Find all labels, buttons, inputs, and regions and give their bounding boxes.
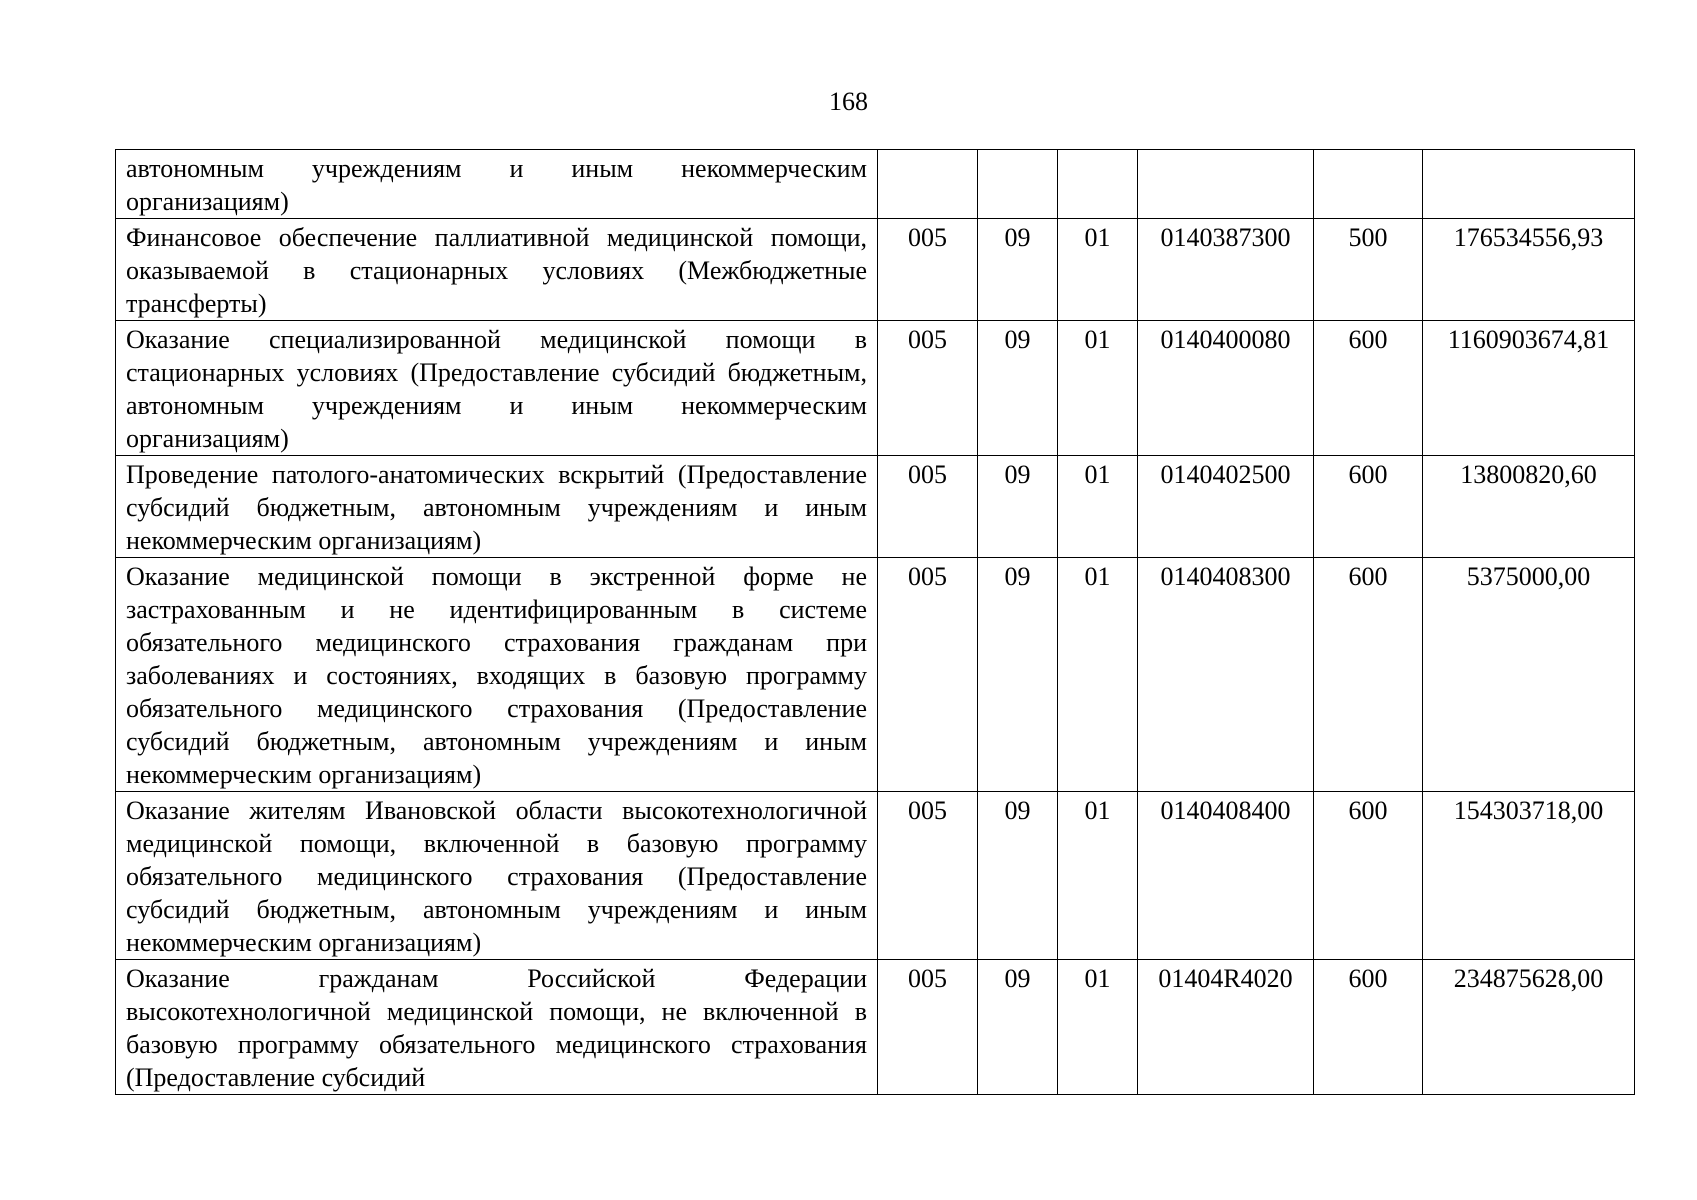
row-expense-type-code: 600 (1314, 321, 1423, 456)
row-subsection-code: 01 (1058, 321, 1138, 456)
budget-table (115, 149, 1635, 1095)
row-expense-type-code (1314, 150, 1423, 219)
row-description: Финансовое обеспечение паллиативной медицинской помощи, оказываемой в стационарных условиях (Межбюджетные трансферты) (116, 219, 878, 321)
row-section-code: 09 (978, 792, 1058, 960)
table-row (116, 960, 1635, 1095)
table-row (116, 792, 1635, 960)
row-description: Оказание специализированной медицинской помощи в стационарных условиях (Предоставление субсидий бюджетным, автономным учреждениям и иным некоммерческим организациям) (116, 321, 878, 456)
row-amount: 13800820,60 (1423, 456, 1635, 558)
table-row (116, 150, 1635, 219)
table-row (116, 321, 1635, 456)
row-grbs-code: 005 (878, 456, 978, 558)
row-expense-type-code: 600 (1314, 558, 1423, 792)
row-grbs-code (878, 150, 978, 219)
table-row (116, 456, 1635, 558)
row-section-code: 09 (978, 960, 1058, 1095)
row-target-article-code: 0140400080 (1138, 321, 1314, 456)
row-amount: 1160903674,81 (1423, 321, 1635, 456)
row-expense-type-code: 600 (1314, 792, 1423, 960)
row-target-article-code: 01404R4020 (1138, 960, 1314, 1095)
row-grbs-code: 005 (878, 558, 978, 792)
row-grbs-code: 005 (878, 219, 978, 321)
row-subsection-code (1058, 150, 1138, 219)
row-section-code: 09 (978, 219, 1058, 321)
row-expense-type-code: 600 (1314, 960, 1423, 1095)
row-amount: 154303718,00 (1423, 792, 1635, 960)
row-expense-type-code: 500 (1314, 219, 1423, 321)
row-target-article-code: 0140408400 (1138, 792, 1314, 960)
page-number: 168 (829, 87, 868, 116)
row-target-article-code: 0140387300 (1138, 219, 1314, 321)
row-grbs-code: 005 (878, 960, 978, 1095)
row-subsection-code: 01 (1058, 960, 1138, 1095)
row-grbs-code: 005 (878, 792, 978, 960)
row-subsection-code: 01 (1058, 219, 1138, 321)
row-section-code: 09 (978, 321, 1058, 456)
row-section-code: 09 (978, 456, 1058, 558)
row-subsection-code: 01 (1058, 558, 1138, 792)
row-grbs-code: 005 (878, 321, 978, 456)
row-amount (1423, 150, 1635, 219)
row-subsection-code: 01 (1058, 792, 1138, 960)
row-description: Оказание медицинской помощи в экстренной форме не застрахованным и не идентифицированным в системе обязательного медицинского страхования гражданам при заболеваниях и состояниях, входящих в базовую программу обязательного медицинского страхования (Предоставление субсидий бюджетным, автономным учреждениям и иным некоммерческим организациям) (116, 558, 878, 792)
table-row (116, 558, 1635, 792)
row-section-code: 09 (978, 558, 1058, 792)
row-expense-type-code: 600 (1314, 456, 1423, 558)
row-description: Оказание гражданам Российской Федерации высокотехнологичной медицинской помощи, не включенной в базовую программу обязательного медицинского страхования (Предоставление субсидий (116, 960, 878, 1095)
row-description: Оказание жителям Ивановской области высокотехнологичной медицинской помощи, включенной в базовую программу обязательного медицинского страхования (Предоставление субсидий бюджетным, автономным учреждениям и иным некоммерческим организациям) (116, 792, 878, 960)
row-target-article-code (1138, 150, 1314, 219)
row-subsection-code: 01 (1058, 456, 1138, 558)
row-target-article-code: 0140408300 (1138, 558, 1314, 792)
table-row (116, 219, 1635, 321)
row-amount: 176534556,93 (1423, 219, 1635, 321)
row-target-article-code: 0140402500 (1138, 456, 1314, 558)
row-section-code (978, 150, 1058, 219)
row-description: Проведение патолого-анатомических вскрытий (Предоставление субсидий бюджетным, автономным учреждениям и иным некоммерческим организациям) (116, 456, 878, 558)
row-amount: 5375000,00 (1423, 558, 1635, 792)
row-description: автономным учреждениям и иным некоммерческим организациям) (116, 150, 878, 219)
row-amount: 234875628,00 (1423, 960, 1635, 1095)
